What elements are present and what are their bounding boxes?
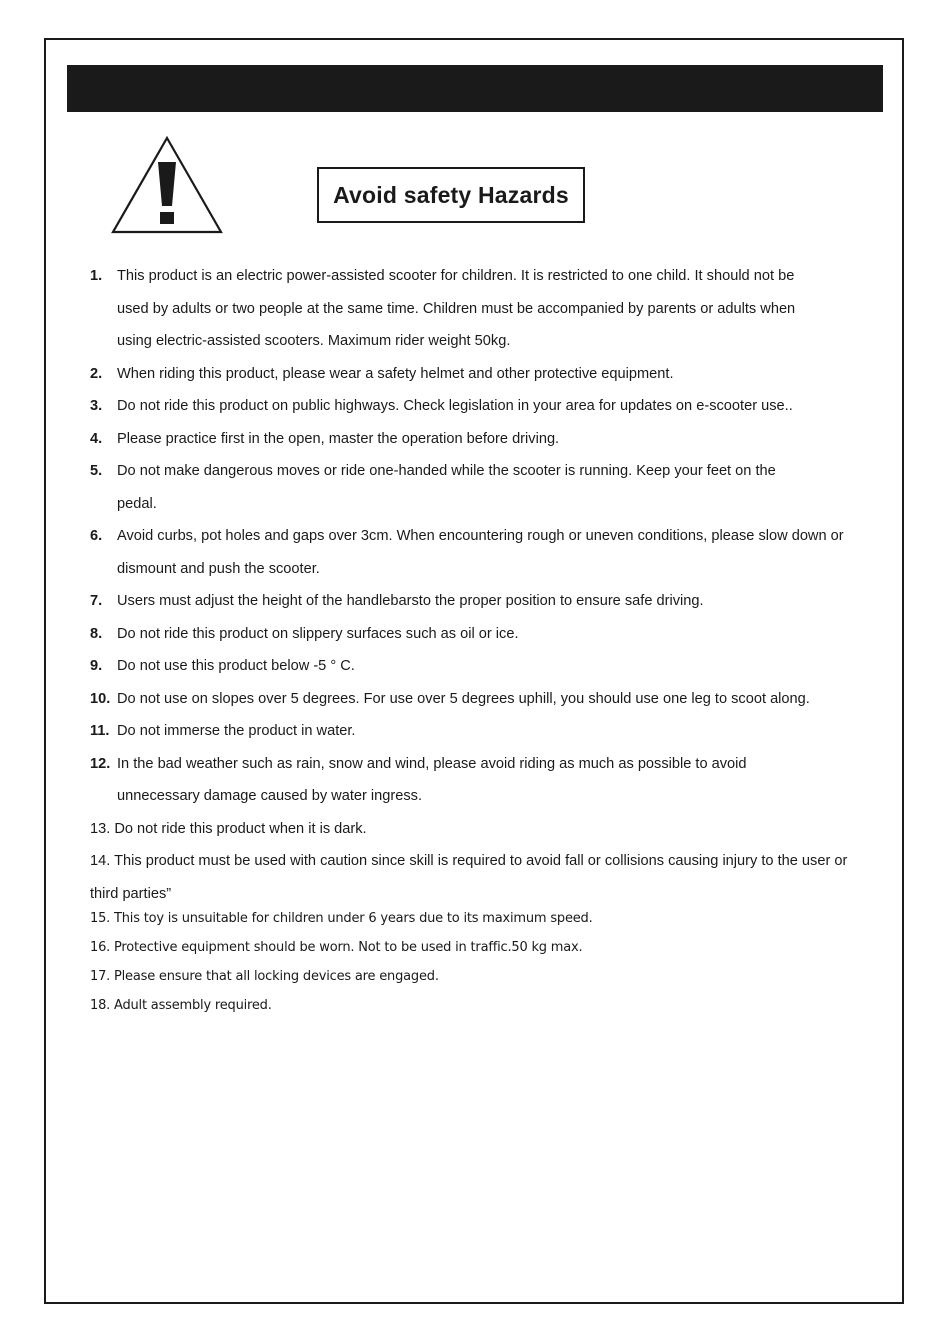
hazard-list <box>90 260 880 910</box>
item-number: 8. <box>90 625 103 642</box>
list-item <box>90 423 880 456</box>
list-item <box>90 618 880 651</box>
item-number: 7. <box>90 593 103 609</box>
item-number: 5. <box>90 463 103 479</box>
item-number: 12. <box>90 755 111 772</box>
item-text: Do not use on slopes over 5 degrees. For use over 5 degrees uphill, you should use one leg to scoot along. <box>117 690 810 707</box>
list-item <box>90 520 880 585</box>
item-text: Do not ride this product on slippery surfaces such as oil or ice. <box>117 625 519 642</box>
list-item: 14. This product must be used with caution since skill is required to avoid fall or collisions causing injury to the user or third parties” <box>90 853 848 902</box>
item-text: Do not make dangerous moves or ride one-handed while the scooter is running. Keep your feet on the pedal. <box>117 463 776 512</box>
item-text: Do not use this product below -5 ° C. <box>117 658 355 674</box>
page-title: Avoid safety Hazards <box>317 167 585 223</box>
item-number: 1. <box>90 268 103 284</box>
list-item <box>90 358 880 391</box>
item-number: 6. <box>90 528 103 544</box>
item-number: 11. <box>90 723 110 739</box>
small-list-item: 16. Protective equipment should be worn. Not to be used in traffic.50 kg max. <box>90 940 583 955</box>
list-item <box>90 683 880 716</box>
item-text: Do not ride this product on public highways. Check legislation in your area for updates on e-scooter use.. <box>117 398 793 414</box>
item-text: This product is an electric power-assisted scooter for children. It is restricted to one child. It should not be used by adults or two people at the same time. Children must be accompanied by parents or adults when using electric-assisted scooters. Maximum rider weight 50kg. <box>117 268 796 349</box>
item-text: Do not immerse the product in water. <box>117 723 356 739</box>
item-text: When riding this product, please wear a safety helmet and other protective equipment. <box>117 365 674 382</box>
list-item <box>90 650 880 683</box>
list-item <box>90 748 880 813</box>
list-item <box>90 260 880 358</box>
item-number: 9. <box>90 658 103 674</box>
item-text: Users must adjust the height of the handlebarsto the proper position to ensure safe driving. <box>117 593 704 609</box>
item-text: Avoid curbs, pot holes and gaps over 3cm. When encountering rough or uneven conditions, please slow down or dismount and push the scooter. <box>117 528 844 577</box>
small-list-item: 18. Adult assembly required. <box>90 998 272 1013</box>
item-text: In the bad weather such as rain, snow and wind, please avoid riding as much as possible to avoid unnecessary damage caused by water ingress. <box>117 755 747 804</box>
list-item <box>90 715 880 748</box>
list-item <box>90 585 880 618</box>
header-bar <box>67 65 883 112</box>
list-item <box>90 390 880 423</box>
item-number: 2. <box>90 365 103 382</box>
warning-triangle-icon <box>111 136 223 234</box>
small-list-item: 17. Please ensure that all locking devices are engaged. <box>90 969 439 984</box>
item-text: Please practice first in the open, master the operation before driving. <box>117 430 560 447</box>
item-number: 3. <box>90 398 103 414</box>
small-list-item: 15. This toy is unsuitable for children under 6 years due to its maximum speed. <box>90 911 593 926</box>
small-print-list <box>90 904 880 1020</box>
item-number: 10. <box>90 690 111 707</box>
item-number: 4. <box>90 430 103 447</box>
list-item: 13. Do not ride this product when it is dark. <box>90 820 367 837</box>
list-item <box>90 455 880 520</box>
